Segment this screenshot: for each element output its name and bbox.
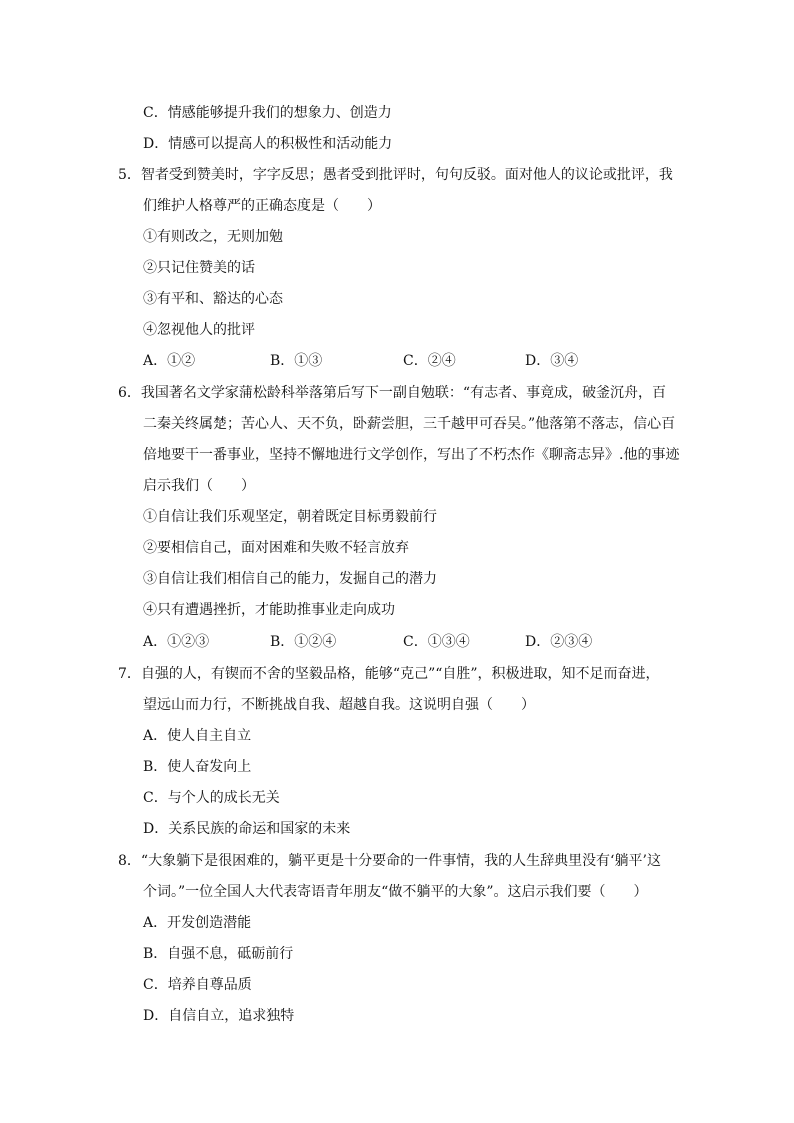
q6-item-3: ③自信让我们相信自己的能力，发掘自己的潜力 xyxy=(143,571,437,587)
q7-option-b: B．使人奋发向上 xyxy=(143,759,252,775)
q8-option-d: D．自信自立，追求独特 xyxy=(143,1008,295,1024)
q5-item-3: ③有平和、豁达的心态 xyxy=(143,291,283,307)
q5-stem-line1: 5．智者受到赞美时，字字反思；愚者受到批评时，句句反驳。面对他人的议论或批评，我 xyxy=(118,167,673,183)
q6-choice-a: A．①②③ xyxy=(143,634,210,650)
q6-stem-line2: 二秦关终属楚；苦心人、天不负，卧薪尝胆，三千越甲可吞吴。”他落第不落志，信心百 xyxy=(143,416,676,432)
q5-item-2: ②只记住赞美的话 xyxy=(143,260,255,276)
q6-stem-line1: 6．我国著名文学家蒲松龄科举落第后写下一副自勉联：“有志者、事竟成，破釜沉舟，百 xyxy=(118,385,667,401)
q6-stem-line4: 启示我们（ ） xyxy=(143,478,255,494)
q5-choice-c: C．②④ xyxy=(403,353,456,369)
q5-choice-a: A．①② xyxy=(143,353,196,369)
q6-choice-b: B．①②④ xyxy=(270,634,337,650)
q6-choice-d: D．②③④ xyxy=(525,634,593,650)
q6-stem-line3: 倍地要干一番事业，坚持不懈地进行文学创作，写出了不朽杰作《聊斋志异》.他的事迹 xyxy=(143,447,680,463)
q8-option-c: C．培养自尊品质 xyxy=(143,977,252,993)
q7-option-c: C．与个人的成长无关 xyxy=(143,790,280,806)
q8-option-a: A．开发创造潜能 xyxy=(143,915,252,931)
q6-choice-c: C．①③④ xyxy=(403,634,470,650)
q8-option-b: B．自强不息，砥砺前行 xyxy=(143,946,294,962)
q5-choice-b: B．①③ xyxy=(270,353,323,369)
q6-item-1: ①自信让我们乐观坚定，朝着既定目标勇毅前行 xyxy=(143,509,437,525)
q8-stem-line2: 个词。”一位全国人大代表寄语青年朋友“做不躺平的大象”。这启示我们要（ ） xyxy=(143,884,648,900)
q8-stem-line1: 8．“大象躺下是很困难的，躺平更是十分要命的一件事情，我的人生辞典里没有‘躺平’这 xyxy=(118,853,661,869)
q4-option-d: D．情感可以提高人的积极性和活动能力 xyxy=(143,136,393,152)
q5-item-1: ①有则改之，无则加勉 xyxy=(143,229,283,245)
q6-item-2: ②要相信自己，面对困难和失败不轻言放弃 xyxy=(143,540,409,556)
q4-option-c: C．情感能够提升我们的想象力、创造力 xyxy=(143,105,392,121)
q5-stem-line2: 们维护人格尊严的正确态度是（ ） xyxy=(143,198,381,214)
q7-stem-line2: 望远山而力行，不断挑战自我、超越自我。这说明自强（ ） xyxy=(143,697,535,713)
q5-choice-d: D．③④ xyxy=(525,353,579,369)
q6-item-4: ④只有遭遇挫折，才能助推事业走向成功 xyxy=(143,602,395,618)
q5-item-4: ④忽视他人的批评 xyxy=(143,322,255,338)
q7-stem-line1: 7．自强的人，有锲而不舍的坚毅品格，能够“克己”“自胜”，积极进取，知不足而奋进， xyxy=(118,666,660,682)
q7-option-d: D．关系民族的命运和国家的未来 xyxy=(143,821,351,837)
q7-option-a: A．使人自主自立 xyxy=(143,728,252,744)
